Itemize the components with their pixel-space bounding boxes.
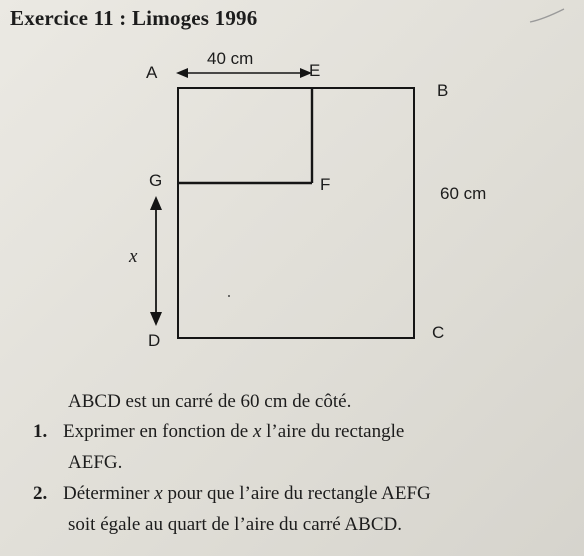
label-point-d: D — [148, 331, 161, 350]
question-2-text-a: Déterminer — [63, 483, 155, 504]
label-dim-top: 40 cm — [207, 49, 254, 68]
question-1-text-b: l’aire du rectangle — [261, 421, 405, 442]
statement-intro: ABCD est un carré de 60 cm de côté. — [68, 391, 352, 412]
question-2-number: 2. — [33, 483, 48, 504]
question-2-variable: x — [154, 483, 163, 504]
question-1 — [33, 421, 404, 443]
question-1-text-a: Exprimer en fonction de — [63, 421, 253, 442]
dimension-arrow-left — [150, 196, 162, 326]
label-point-c: C — [432, 323, 445, 342]
question-1-variable: x — [252, 421, 262, 442]
question-1-number: 1. — [33, 421, 48, 442]
question-2-line-2: soit égale au quart de l’aire du carré ABCD. — [68, 514, 402, 535]
label-point-e: E — [309, 61, 321, 80]
label-point-g: G — [149, 171, 163, 190]
label-point-b: B — [437, 81, 449, 100]
exercise-title: Exercice 11 : Limoges 1996 — [10, 6, 258, 30]
label-point-f: F — [320, 175, 331, 194]
label-dim-right: 60 cm — [440, 184, 487, 203]
square-abcd — [178, 88, 414, 338]
label-dim-left: x — [129, 246, 138, 267]
question-1-line-2: AEFG. — [68, 452, 123, 473]
dimension-arrow-top — [176, 68, 312, 78]
label-point-a: A — [146, 63, 158, 82]
question-2 — [33, 483, 431, 505]
question-2-text-b: pour que l’aire du rectangle AEFG — [162, 483, 431, 504]
